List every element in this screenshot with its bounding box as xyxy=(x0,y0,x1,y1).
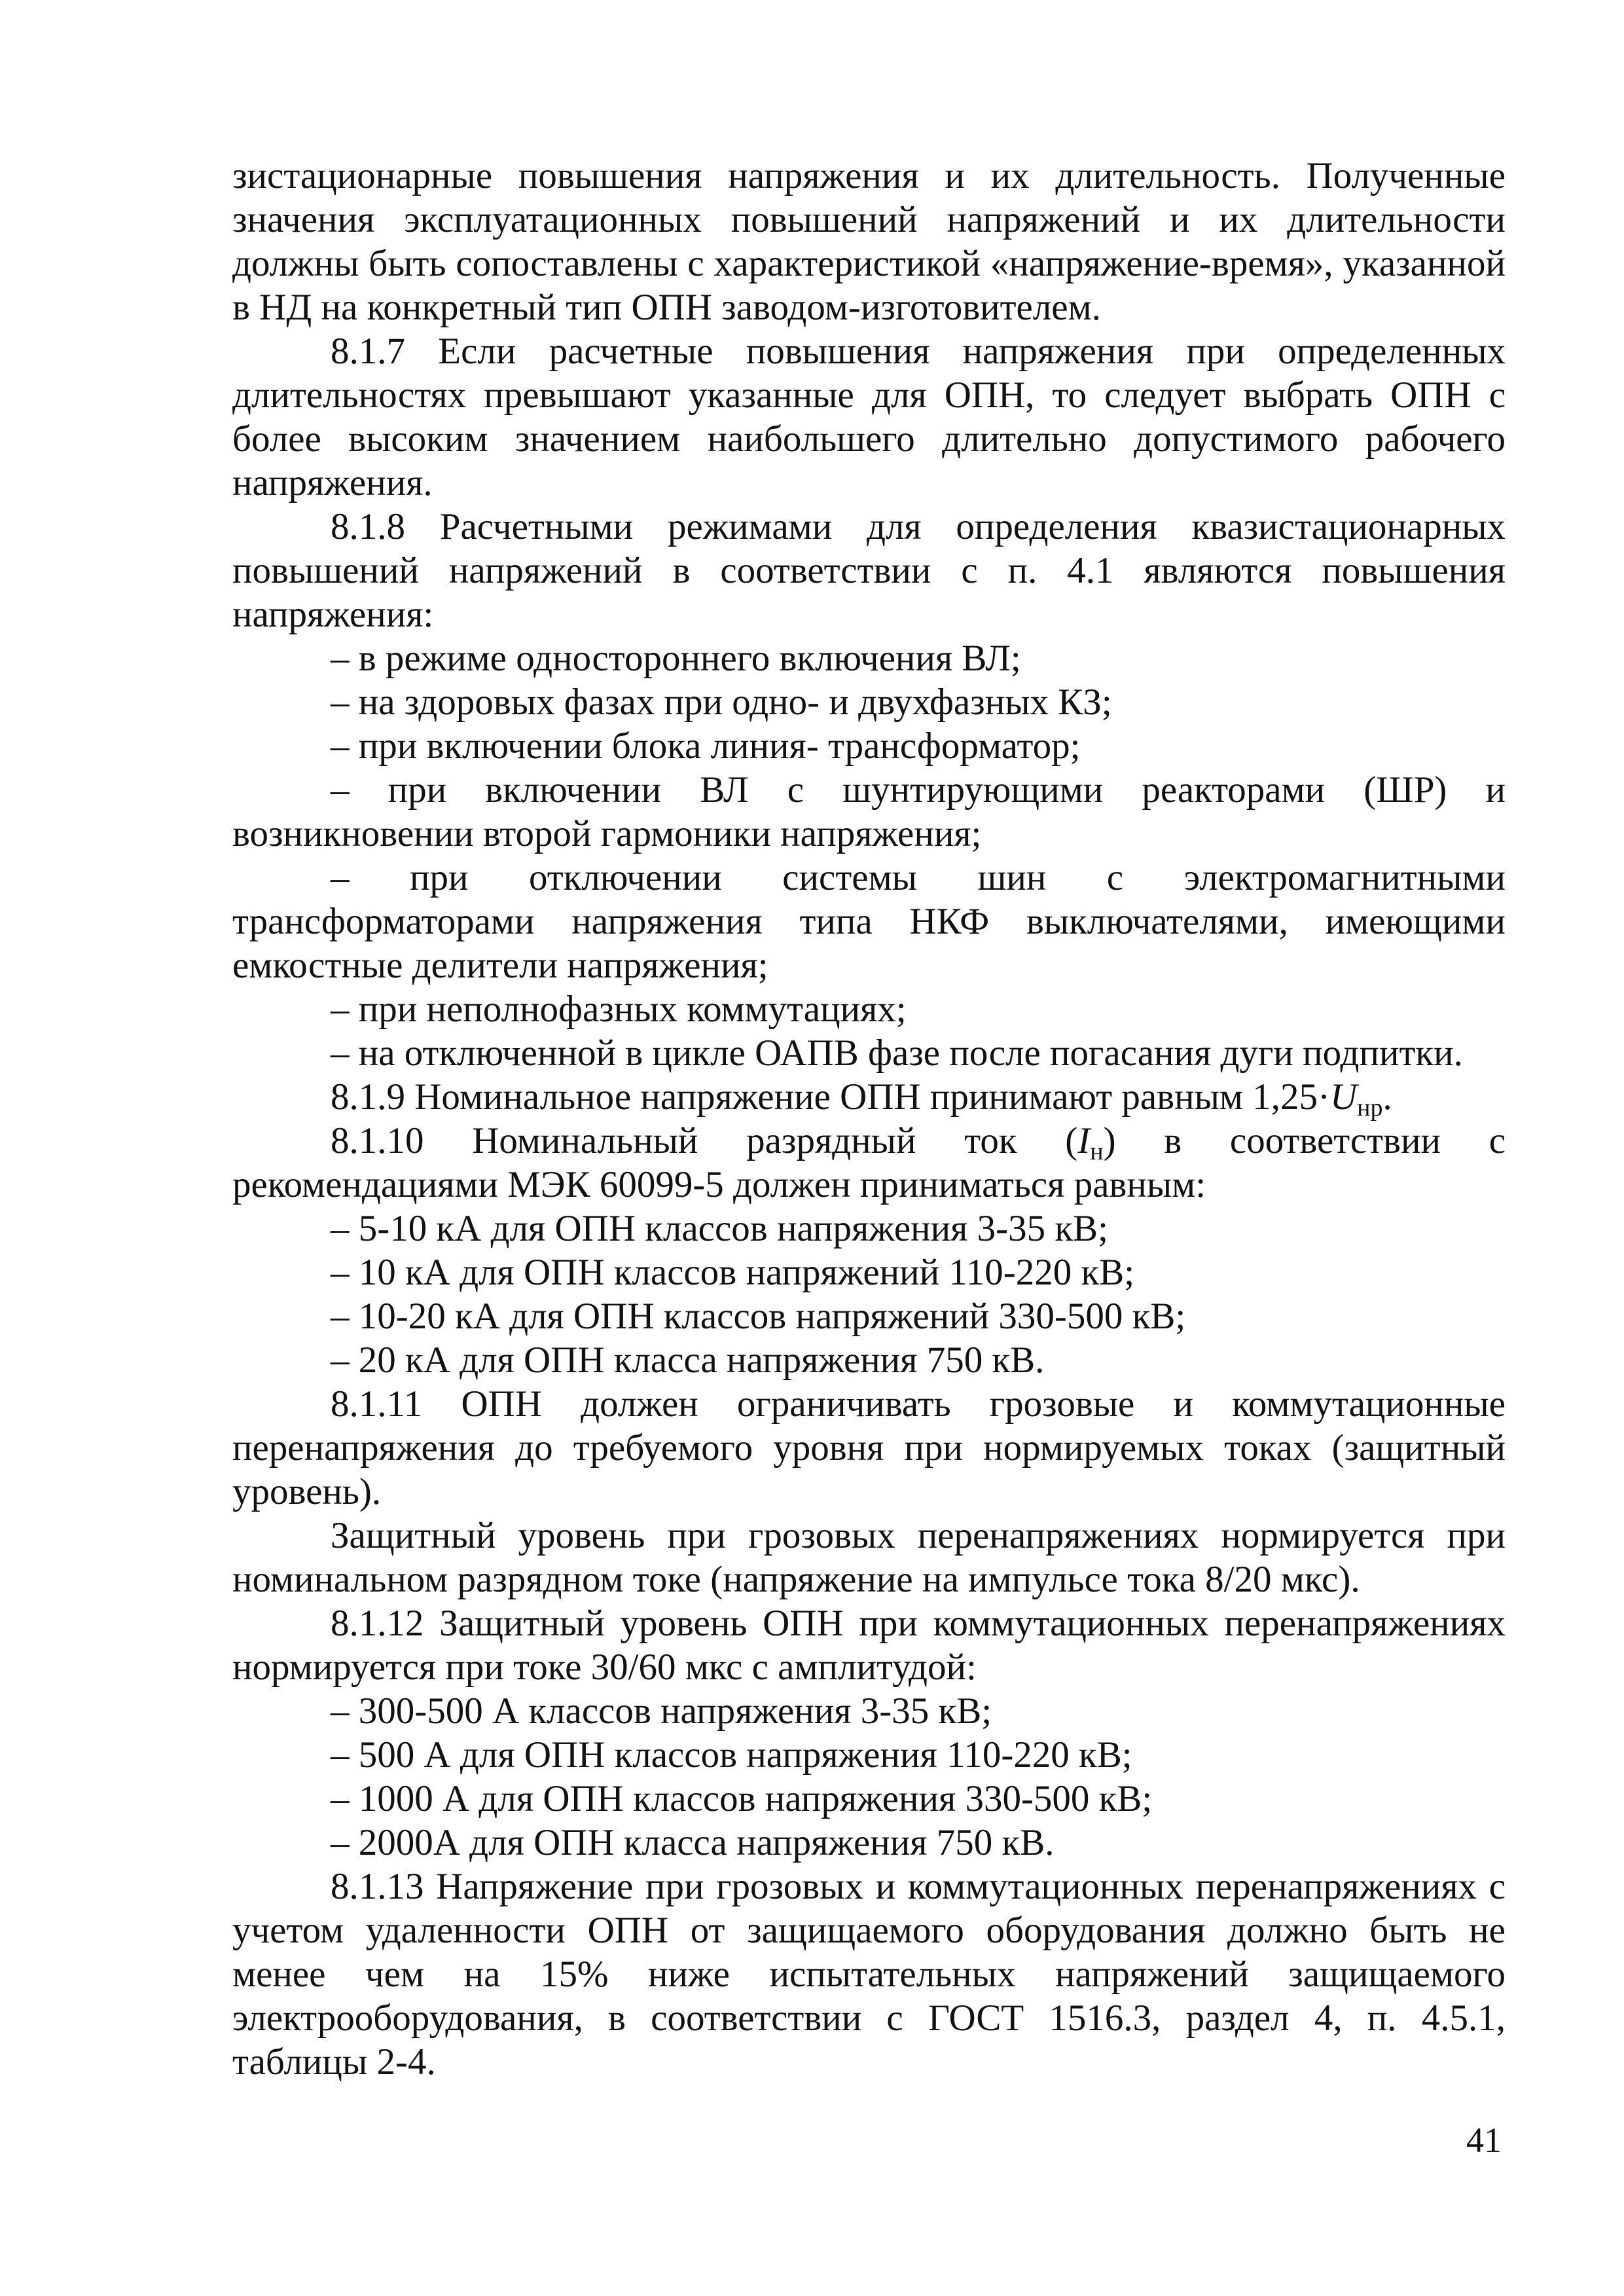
paragraph-protective-level: Защитный уровень при грозовых перенапряжениях нормируется при номинальном разрядном токе (напряжение на импульсе тока 8/20 мкс). xyxy=(232,1515,1506,1600)
paragraph-8-1-10-before: 8.1.10 Номинальный разрядный ток ( xyxy=(331,1120,1078,1161)
current-subscript: н xyxy=(1090,1138,1104,1165)
paragraph-8-1-9 xyxy=(232,1075,1506,1119)
page-number: 41 xyxy=(1466,2121,1502,2160)
list-item: – 300-500 А классов напряжения 3-35 кВ; xyxy=(331,1690,992,1732)
list-item: – при неполнофазных коммутациях; xyxy=(331,989,907,1030)
paragraph-8-1-12: 8.1.12 Защитный уровень ОПН при коммутационных перенапряжениях нормируется при токе 30/60 мкс с амплитудой: xyxy=(232,1603,1506,1688)
voltage-symbol: U xyxy=(1329,1076,1358,1118)
paragraph-8-1-9-end: . xyxy=(1382,1076,1392,1118)
paragraph-8-1-8: 8.1.8 Расчетными режимами для определения квазистационарных повышений напряжений в соответствии с п. 4.1 являются повышения напряжения: xyxy=(232,506,1506,635)
list-item: – 10-20 кА для ОПН классов напряжений 330-500 кВ; xyxy=(331,1296,1186,1337)
list-8-1-8 xyxy=(232,636,1506,1075)
paragraph-8-1-13: 8.1.13 Напряжение при грозовых и коммутационных перенапряжениях с учетом удаленности ОПН от защищаемого оборудования должно быть не менее чем на 15% ниже испытательных напряжений защищаемого электрооборудования, в соответствии с ГОСТ 1516.3, раздел 4, п. 4.5.1, таблицы 2-4. xyxy=(232,1866,1506,2083)
list-8-1-10 xyxy=(232,1207,1506,1382)
list-item: – 2000А для ОПН класса напряжения 750 кВ. xyxy=(331,1822,1055,1863)
list-8-1-12 xyxy=(232,1689,1506,1865)
list-item: – 20 кА для ОПН класса напряжения 750 кВ. xyxy=(331,1339,1045,1381)
list-item: – при включении ВЛ с шунтирующими реакторами (ШР) и возникновении второй гармоники напряжения; xyxy=(232,769,1506,854)
paragraph-8-1-11: 8.1.11 ОПН должен ограничивать грозовые и коммутационные перенапряжения до требуемого уровня при нормируемых токах (защитный уровень). xyxy=(232,1383,1506,1512)
voltage-subscript: нр xyxy=(1357,1094,1383,1121)
document-page xyxy=(232,154,1506,2084)
list-item: – при отключении системы шин с электромагнитными трансформаторами напряжения типа НКФ выключателями, имеющими емкостные делители напряжения; xyxy=(232,857,1506,986)
list-item: – на отключенной в цикле ОАПВ фазе после погасания дуги подпитки. xyxy=(331,1032,1463,1074)
list-item: – 5-10 кА для ОПН классов напряжения 3-35 кВ; xyxy=(331,1208,1108,1249)
paragraph-8-1-10-after: ) в соответствии с рекомендациями МЭК 60099-5 должен приниматься равным: xyxy=(232,1120,1506,1205)
paragraph-8-1-7: 8.1.7 Если расчетные повышения напряжения при определенных длительностях превышают указанные для ОПН, то следует выбрать ОПН с более высоким значением наибольшего длительно допустимого рабочего напряжения. xyxy=(232,331,1506,503)
paragraph-continuation: зистационарные повышения напряжения и их длительность. Полученные значения эксплуатационных повышений напряжений и их длительности должны быть сопоставлены с характеристикой «напряжение-время», указанной в НД на конкретный тип ОПН заводом-изготовителем. xyxy=(232,155,1506,328)
list-item: – на здоровых фазах при одно- и двухфазных КЗ; xyxy=(331,682,1112,723)
list-item: – 10 кА для ОПН классов напряжений 110-220 кВ; xyxy=(331,1252,1135,1293)
list-item: – в режиме одностороннего включения ВЛ; xyxy=(331,638,1021,679)
current-symbol: I xyxy=(1077,1120,1091,1161)
list-item: – 500 А для ОПН классов напряжения 110-220 кВ; xyxy=(331,1734,1132,1776)
paragraph-8-1-9-text: 8.1.9 Номинальное напряжение ОПН принимают равным 1,25· xyxy=(331,1076,1330,1118)
list-item: – при включении блока линия- трансформатор; xyxy=(331,725,1081,767)
list-item: – 1000 А для ОПН классов напряжения 330-500 кВ; xyxy=(331,1778,1153,1819)
paragraph-8-1-10 xyxy=(232,1119,1506,1207)
